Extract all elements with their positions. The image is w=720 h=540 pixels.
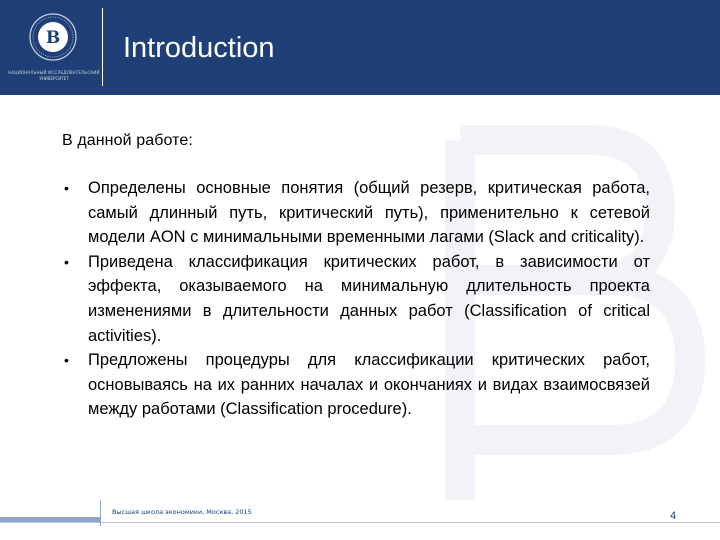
bullet-list	[62, 176, 650, 422]
logo-caption-line2: УНИВЕРСИТЕТ	[39, 76, 69, 81]
footer-text: Высшая школа экономики, Москва, 2015	[112, 508, 252, 516]
bullet-text: Предложены процедуры для классификации критических работ, основываясь на их ранних началах и окончаниях и видах взаимосвязей между работами (Classification procedure).	[88, 351, 650, 419]
bullet-text: Определены основные понятия (общий резерв, критическая работа, самый длинный путь, критический путь), применительно к сетевой модели AON с минимальными временными лагами (Slack and criticality).	[88, 179, 650, 247]
svg-text:В: В	[45, 28, 61, 48]
logo-caption-line1: НАЦИОНАЛЬНЫЙ ИССЛЕДОВАТЕЛЬСКИЙ	[8, 70, 100, 75]
header-divider	[102, 8, 103, 86]
bullet-item	[62, 348, 650, 422]
intro-text: В данной работе:	[62, 132, 193, 149]
bullet-mark: •	[64, 253, 69, 270]
bullet-text: Приведена классификация критических работ, в зависимости от эффекта, оказываемого на минимальную длительность проекта изменениями в длительности данных работ (Classification of critical activities).	[88, 252, 650, 345]
bullet-item	[62, 250, 650, 348]
footer-line	[0, 522, 720, 523]
bullet-mark: •	[64, 352, 69, 369]
hse-logo-icon	[28, 12, 78, 62]
page-number: 4	[670, 510, 677, 522]
bullet-mark: •	[64, 180, 69, 196]
slide-header	[0, 0, 720, 95]
bullet-item	[62, 176, 650, 250]
slide-title: Introduction	[123, 32, 275, 64]
footer-divider	[100, 500, 101, 526]
logo	[8, 8, 100, 88]
